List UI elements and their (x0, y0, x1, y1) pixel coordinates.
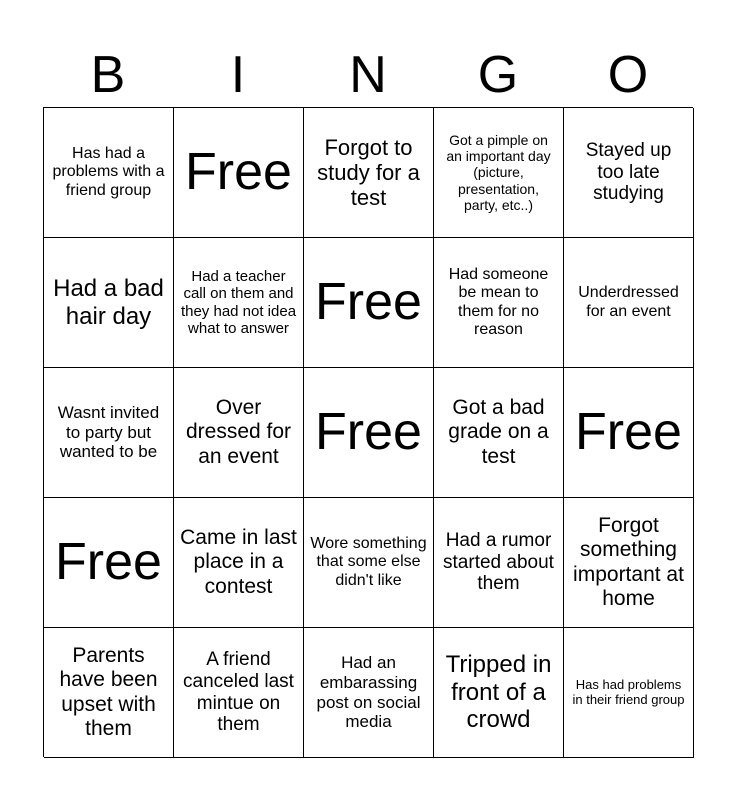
cell-text: Has had a problems with a friend group (52, 144, 165, 199)
header-letter-g: G (477, 46, 519, 104)
cell-text: Had a rumor started about them (443, 529, 554, 595)
bingo-cell (44, 628, 174, 758)
cell-text: Over dressed for an event (185, 396, 292, 468)
bingo-cell (304, 498, 434, 628)
cell-text: Wasnt invited to party but wanted to be (57, 403, 160, 462)
bingo-cell (44, 108, 174, 238)
bingo-cell (174, 238, 304, 368)
bingo-cell (434, 498, 564, 628)
bingo-cell (434, 108, 564, 238)
bingo-grid (43, 107, 693, 757)
cell-text: A friend canceled last mintue on them (183, 648, 294, 736)
cell-text: Free (315, 402, 422, 461)
bingo-cell (174, 498, 304, 628)
bingo-cell (564, 498, 694, 628)
cell-text: Forgot something important at home (573, 514, 684, 610)
cell-text: Wore something that some else didn't like (310, 534, 427, 589)
bingo-cell (564, 108, 694, 238)
cell-text: Tripped in front of a crowd (445, 651, 552, 734)
cell-text: Free (575, 402, 682, 461)
bingo-cell-free (304, 238, 434, 368)
cell-text: Had someone be mean to them for no reason (448, 265, 549, 338)
bingo-cell (44, 238, 174, 368)
cell-text: Forgot to study for a test (317, 134, 420, 211)
cell-text: Had an embarassing post on social media (316, 653, 421, 732)
cell-text: Came in last place in a contest (180, 526, 297, 598)
bingo-cell (174, 628, 304, 758)
header-letter-n: N (349, 46, 387, 104)
cell-text: Free (185, 142, 292, 201)
cell-text: Has had problems in their friend group (572, 676, 685, 707)
bingo-cell (434, 238, 564, 368)
cell-text: Underdressed for an event (578, 284, 679, 320)
cell-text: Stayed up too late studying (585, 139, 672, 205)
bingo-cell (174, 368, 304, 498)
header-letter-b: B (90, 46, 126, 104)
cell-text: Free (315, 272, 422, 331)
bingo-cell (304, 108, 434, 238)
cell-text: Got a pimple on an important day (picture, presentation, party, etc..) (446, 132, 551, 213)
header-letter-i: I (230, 46, 246, 104)
bingo-cell (434, 628, 564, 758)
cell-text: Got a bad grade on a test (448, 396, 549, 468)
bingo-cell (564, 238, 694, 368)
bingo-cell (304, 628, 434, 758)
bingo-cell (564, 628, 694, 758)
header-letter-o: O (607, 46, 649, 104)
bingo-cell-free (174, 108, 304, 238)
bingo-cell (44, 368, 174, 498)
cell-text: Parents have been upset with them (59, 644, 158, 740)
bingo-cell-free (564, 368, 694, 498)
bingo-cell-free (304, 368, 434, 498)
cell-text: Free (55, 532, 162, 591)
bingo-cell-free (44, 498, 174, 628)
bingo-cell (434, 368, 564, 498)
cell-text: Had a teacher call on them and they had not idea what to answer (180, 268, 297, 337)
cell-text: Had a bad hair day (53, 274, 164, 330)
bingo-header (43, 44, 693, 106)
